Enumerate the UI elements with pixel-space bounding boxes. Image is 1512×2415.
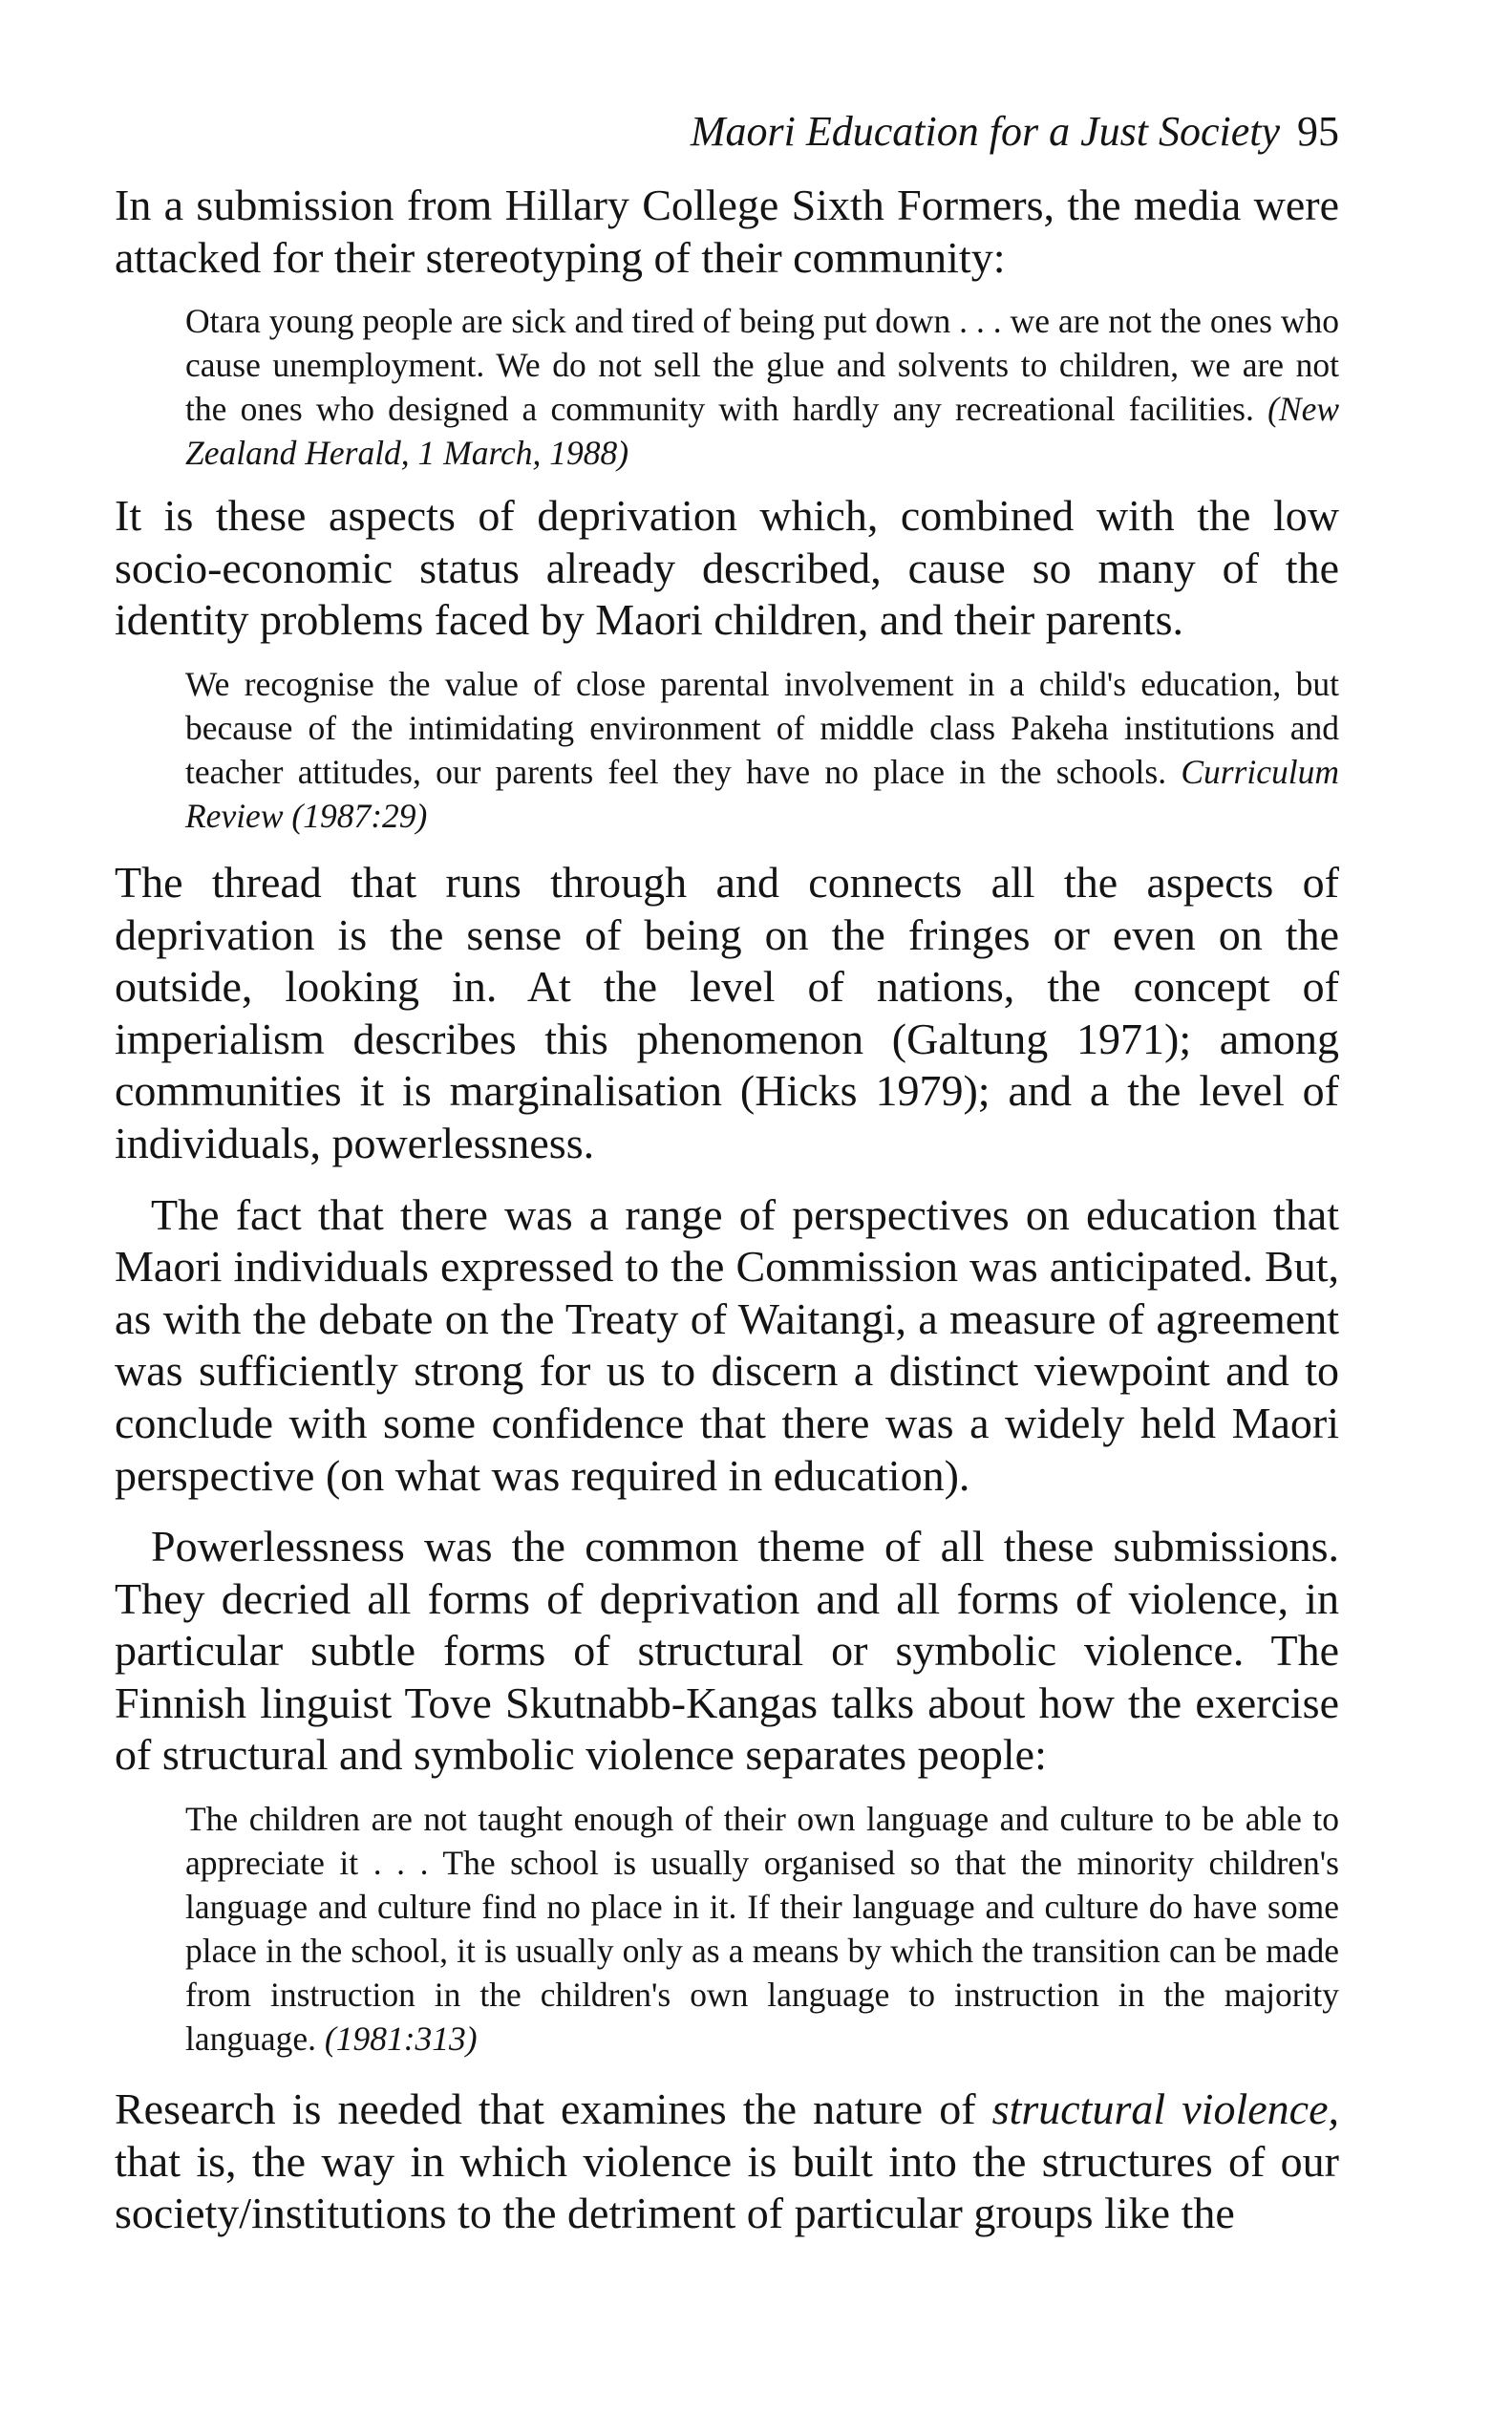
paragraph-4: The fact that there was a range of perspectives on education that Maori individuals expressed to the Commission was anticipated. But, as with the debate on the Treaty of Waitangi, a measure of agreement was sufficiently strong for us to discern a distinct viewpoint and to conclude with some confidence that there was a widely held Maori perspective (on what was required in education). <box>115 1189 1339 1500</box>
quote-1-text: Otara young people are sick and tired of being put down . . . we are not the ones who cause unemployment. We do not sell the glue and solvents to children, we are not the ones who designed a community with hardly any recreational facilities. <box>185 302 1339 429</box>
paragraph-2: It is these aspects of deprivation which, combined with the low socio-economic status already described, cause so many of the identity problems faced by Maori children, and their parents. <box>115 491 1339 645</box>
paragraph-1: In a submission from Hillary College Sixth Formers, the media were attacked for their stereotyping of their community: <box>115 181 1339 282</box>
paragraph-5: Powerlessness was the common theme of all these submissions. They decried all forms of deprivation and all forms of violence, in particular subtle forms of structural or symbolic violence. The Finnish linguist Tove Skutnabb-Kangas talks about how the exercise of structural and symbolic violence separates people: <box>115 1522 1339 1780</box>
block-quote-2 <box>185 662 1339 838</box>
quote-3-text: The children are not taught enough of their own language and culture to be able to appreciate it . . . The school is usually organised so that the minority children's language and culture find no place in it. If their language and culture do have some place in the school, it is usually only as a means by which the transition can be made from instruction in the children's own language to instruction in the majority language. <box>185 1800 1339 2059</box>
quote-3-citation: (1981:313) <box>324 2020 478 2059</box>
paragraph-6-start: Research is needed that examines the nature of <box>115 2084 992 2134</box>
paragraph-6-end: that is, the way in which violence is built into the structures of our society/institutions to the detriment of particular groups like the <box>115 2136 1339 2238</box>
quote-2-citation: Curriculum Review (1987:29) <box>185 752 1339 835</box>
book-page <box>115 105 1339 2240</box>
block-quote-3 <box>185 1797 1339 2061</box>
paragraph-3: The thread that runs through and connects all the aspects of deprivation is the sense of being on the fringes or even on the outside, looking in. At the level of nations, the concept of imperialism describes this phenomenon (Galtung 1971); among communities it is marginalisation (Hicks 1979); and a the level of individuals, powerlessness. <box>115 857 1339 1167</box>
page-number: 95 <box>1297 108 1339 155</box>
paragraph-6 <box>115 2084 1339 2240</box>
quote-1-citation: (New Zealand Herald, 1 March, 1988) <box>185 390 1339 473</box>
quote-2-text: We recognise the value of close parental involvement in a child's education, but because of the intimidating environment of middle class Pakeha institutions and teacher attitudes, our parents feel they have no place in the schools. <box>185 664 1339 791</box>
running-title: Maori Education for a Just Society <box>690 108 1280 155</box>
running-header <box>115 105 1339 159</box>
emphasis-structural-violence: structural violence, <box>991 2084 1339 2134</box>
block-quote-1 <box>185 299 1339 475</box>
